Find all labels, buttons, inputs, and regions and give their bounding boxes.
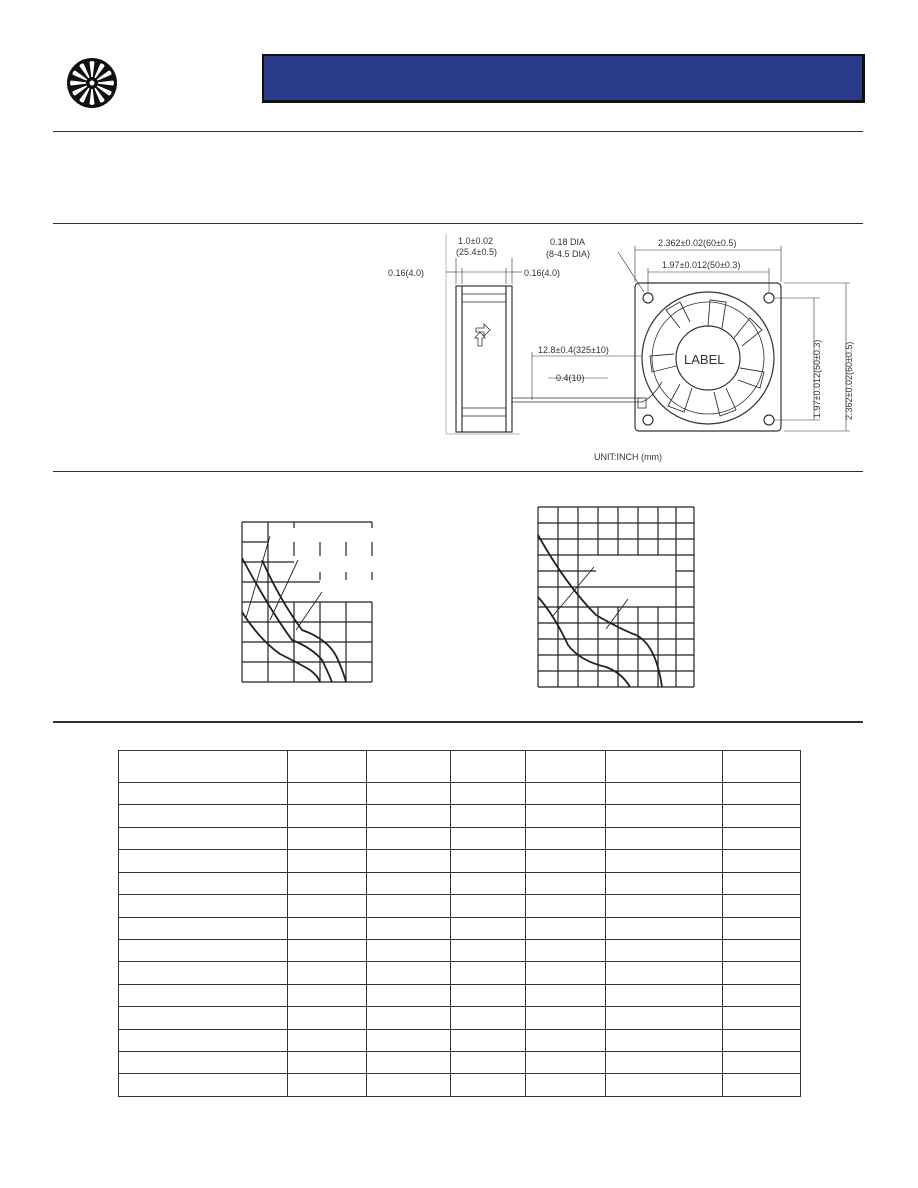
table-cell bbox=[606, 872, 723, 894]
table-cell bbox=[723, 850, 801, 872]
table-cell bbox=[526, 917, 606, 939]
table-cell bbox=[526, 895, 606, 917]
table-row bbox=[119, 895, 801, 917]
table-row bbox=[119, 1029, 801, 1051]
table-cell bbox=[119, 939, 288, 961]
table-cell bbox=[606, 1029, 723, 1051]
table-cell bbox=[526, 805, 606, 827]
table-cell bbox=[287, 872, 366, 894]
fan-logo-icon bbox=[66, 57, 118, 109]
table-cell bbox=[287, 751, 366, 783]
table-cell bbox=[366, 1052, 450, 1074]
section-divider-4 bbox=[53, 721, 863, 723]
lead-length-label: 12.8±0.4(325±10) bbox=[538, 345, 609, 355]
table-row bbox=[119, 827, 801, 849]
table-cell bbox=[526, 783, 606, 805]
table-cell bbox=[450, 805, 526, 827]
table-cell bbox=[606, 984, 723, 1006]
table-cell bbox=[723, 962, 801, 984]
table-cell bbox=[450, 1029, 526, 1051]
table-cell bbox=[526, 751, 606, 783]
table-cell bbox=[366, 872, 450, 894]
table-cell bbox=[606, 895, 723, 917]
table-cell bbox=[723, 827, 801, 849]
table-cell bbox=[119, 895, 288, 917]
table-cell bbox=[287, 939, 366, 961]
front-view bbox=[532, 246, 850, 431]
table-cell bbox=[526, 827, 606, 849]
table-row bbox=[119, 984, 801, 1006]
table-cell bbox=[119, 1029, 288, 1051]
hole-spacing-v-label: 1.97±0.012(50±0.3) bbox=[812, 339, 822, 418]
table-cell bbox=[723, 805, 801, 827]
side-thickness-mm-label: (25.4±0.5) bbox=[456, 247, 497, 257]
table-cell bbox=[119, 805, 288, 827]
table-cell bbox=[287, 1052, 366, 1074]
table-cell bbox=[450, 1074, 526, 1097]
width-overall-label: 2.362±0.02(60±0.5) bbox=[658, 238, 737, 248]
table-cell bbox=[119, 917, 288, 939]
left-performance-chart bbox=[240, 520, 376, 684]
table-row bbox=[119, 939, 801, 961]
table-cell bbox=[119, 984, 288, 1006]
table-cell bbox=[606, 827, 723, 849]
fan-label: LABEL bbox=[684, 352, 725, 367]
table-cell bbox=[366, 1007, 450, 1029]
table-cell bbox=[526, 1052, 606, 1074]
table-cell bbox=[366, 962, 450, 984]
table-cell bbox=[450, 783, 526, 805]
table-cell bbox=[366, 805, 450, 827]
table-cell bbox=[366, 850, 450, 872]
table-cell bbox=[366, 751, 450, 783]
side-thickness-label: 1.0±0.02 bbox=[458, 236, 493, 246]
table-cell bbox=[606, 751, 723, 783]
table-row bbox=[119, 962, 801, 984]
unit-label: UNIT:INCH (mm) bbox=[594, 452, 662, 462]
table-cell bbox=[723, 783, 801, 805]
section-divider-2 bbox=[53, 223, 863, 224]
table-cell bbox=[526, 939, 606, 961]
table-cell bbox=[287, 962, 366, 984]
header-banner bbox=[262, 54, 865, 103]
table-cell bbox=[366, 984, 450, 1006]
table-cell bbox=[450, 917, 526, 939]
table-row bbox=[119, 917, 801, 939]
table-cell bbox=[723, 939, 801, 961]
section-divider-3 bbox=[53, 471, 863, 472]
table-cell bbox=[287, 783, 366, 805]
table-cell bbox=[450, 827, 526, 849]
hole-dia-mm-label: (8-4.5 DIA) bbox=[546, 249, 591, 259]
side-left-offset-label: 0.16(4.0) bbox=[388, 268, 425, 278]
table-cell bbox=[287, 1007, 366, 1029]
table-row bbox=[119, 850, 801, 872]
table-cell bbox=[723, 1007, 801, 1029]
table-cell bbox=[366, 939, 450, 961]
table-cell bbox=[723, 1029, 801, 1051]
table-cell bbox=[287, 895, 366, 917]
table-cell bbox=[119, 1052, 288, 1074]
table-cell bbox=[119, 827, 288, 849]
table-cell bbox=[287, 850, 366, 872]
table-cell bbox=[723, 1074, 801, 1097]
table-cell bbox=[606, 1007, 723, 1029]
dimension-drawing bbox=[380, 228, 860, 468]
table-cell bbox=[366, 895, 450, 917]
table-cell bbox=[723, 1052, 801, 1074]
table-cell bbox=[287, 917, 366, 939]
table-cell bbox=[366, 1029, 450, 1051]
table-cell bbox=[450, 962, 526, 984]
table-cell bbox=[606, 917, 723, 939]
table-row bbox=[119, 872, 801, 894]
table-cell bbox=[526, 1007, 606, 1029]
table-cell bbox=[723, 895, 801, 917]
table-cell bbox=[450, 939, 526, 961]
table-row bbox=[119, 805, 801, 827]
table-cell bbox=[119, 850, 288, 872]
table-row bbox=[119, 1007, 801, 1029]
table-cell bbox=[119, 1074, 288, 1097]
table-row bbox=[119, 1074, 801, 1097]
section-divider-1 bbox=[53, 131, 863, 132]
table-cell bbox=[119, 1007, 288, 1029]
table-cell bbox=[287, 827, 366, 849]
table-cell bbox=[526, 1029, 606, 1051]
table-cell bbox=[287, 805, 366, 827]
height-overall-label: 2.362±0.02(60±0.5) bbox=[844, 341, 854, 420]
table-cell bbox=[450, 1052, 526, 1074]
table-cell bbox=[450, 850, 526, 872]
table-cell bbox=[287, 1074, 366, 1097]
table-cell bbox=[606, 783, 723, 805]
table-cell bbox=[450, 872, 526, 894]
table-cell bbox=[366, 1074, 450, 1097]
table-cell bbox=[119, 872, 288, 894]
table-cell bbox=[526, 984, 606, 1006]
table-cell bbox=[287, 1029, 366, 1051]
table-cell bbox=[450, 751, 526, 783]
right-performance-chart bbox=[536, 505, 698, 689]
table-cell bbox=[119, 751, 288, 783]
table-cell bbox=[526, 962, 606, 984]
table-cell bbox=[450, 1007, 526, 1029]
table-cell bbox=[723, 751, 801, 783]
table-cell bbox=[366, 917, 450, 939]
spec-table bbox=[118, 750, 801, 1097]
table-cell bbox=[119, 962, 288, 984]
table-header-row bbox=[119, 751, 801, 783]
table-cell bbox=[526, 850, 606, 872]
table-cell bbox=[526, 872, 606, 894]
table-cell bbox=[723, 872, 801, 894]
table-cell bbox=[119, 783, 288, 805]
table-cell bbox=[723, 917, 801, 939]
table-cell bbox=[606, 962, 723, 984]
table-cell bbox=[606, 1074, 723, 1097]
hole-dia-label: 0.18 DIA bbox=[550, 237, 586, 247]
table-row bbox=[119, 783, 801, 805]
side-right-offset-label: 0.16(4.0) bbox=[524, 268, 561, 278]
table-cell bbox=[723, 984, 801, 1006]
table-row bbox=[119, 1052, 801, 1074]
hole-spacing-h-label: 1.97±0.012(50±0.3) bbox=[662, 260, 741, 270]
table-cell bbox=[526, 1074, 606, 1097]
table-cell bbox=[366, 827, 450, 849]
table-cell bbox=[450, 984, 526, 1006]
table-cell bbox=[287, 984, 366, 1006]
lead-strip-label: 0.4(10) bbox=[556, 373, 585, 383]
table-cell bbox=[366, 783, 450, 805]
table-cell bbox=[606, 850, 723, 872]
table-cell bbox=[606, 1052, 723, 1074]
table-cell bbox=[606, 805, 723, 827]
table-cell bbox=[450, 895, 526, 917]
table-cell bbox=[606, 939, 723, 961]
